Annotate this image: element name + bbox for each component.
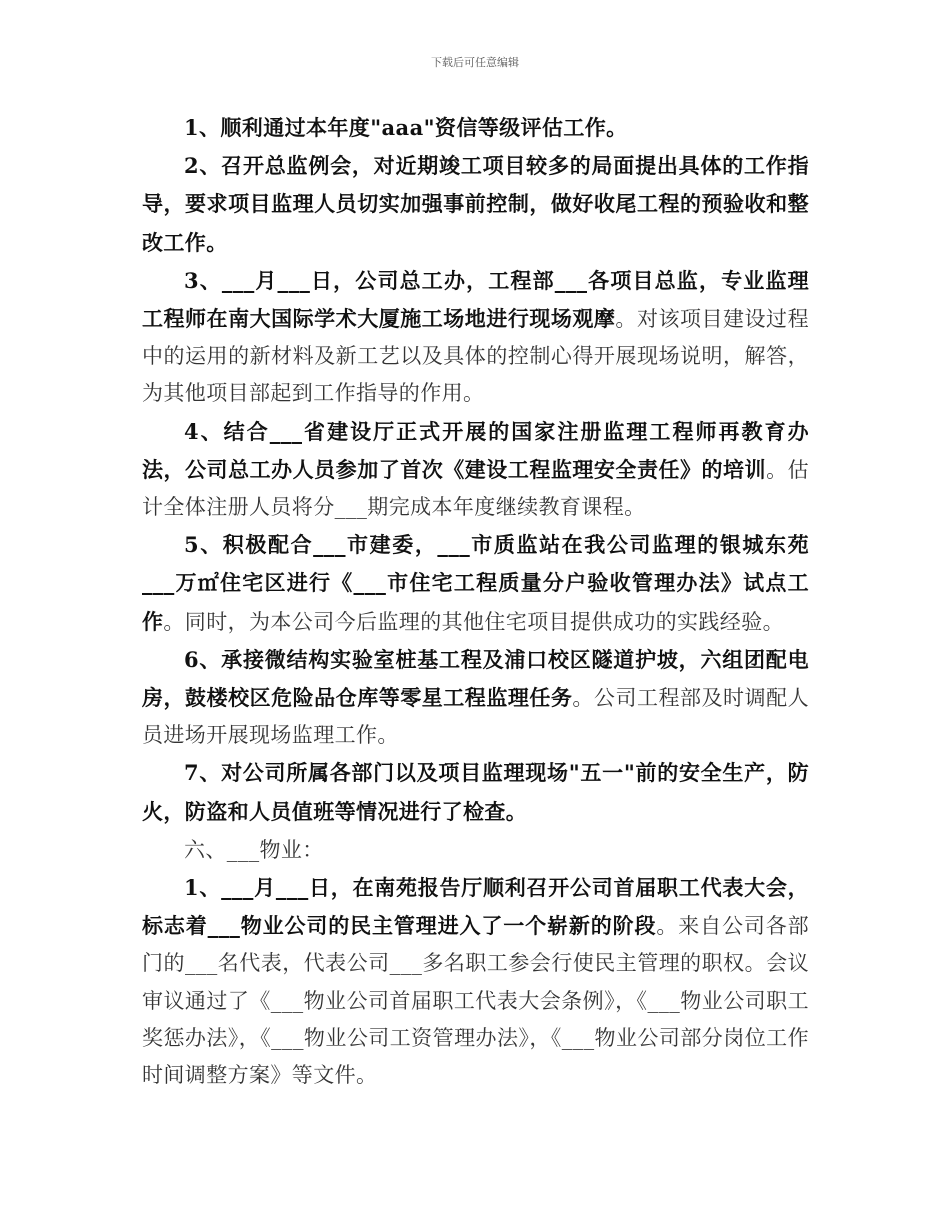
- paragraph-5-bold: 5、积极配合___市建委，___市质监站在我公司监理的银城东苑___万㎡住宅区进行《___市住宅工程质量分户验收管理办法》试点工作: [142, 532, 809, 634]
- section-heading-normal: 六、___物业：: [184, 837, 324, 862]
- paragraph-8-normal: 。来自公司各部门的___名代表，代表公司___多名职工参会行使民主管理的职权。会议审议通过了《___物业公司首届职工代表大会条例》，《___物业公司职工奖惩办法》，《___物业公司工资管理办法》，《___物业公司部分岗位工作时间调整方案》等文件。: [142, 914, 809, 1088]
- paragraph-6-normal: 。公司工程部及时调配人员进场开展现场监理工作。: [142, 686, 810, 748]
- document-body: [142, 109, 809, 1094]
- paragraph-6-bold: 6、承接微结构实验室桩基工程及浦口校区隧道护坡，六组团配电房，鼓楼校区危险品仓库等零星工程监理任务: [142, 646, 809, 711]
- paragraph-4-normal: 。估计全体注册人员将分___期完成本年度继续教育课程。: [142, 457, 809, 520]
- paragraph-4-bold: 4、结合___省建设厅正式开展的国家注册监理工程师再教育办法，公司总工办人员参加了首次《建设工程监理安全责任》的培训: [142, 418, 809, 482]
- paragraph-5: [142, 526, 809, 641]
- paragraph-4: [142, 413, 809, 527]
- page-header: 下载后可任意编辑: [431, 56, 519, 69]
- paragraph-3-normal: 。对该项目建设过程中的运用的新材料及新工艺以及具体的控制心得开展现场说明，解答，为其他项目部起到工作指导的作用。: [142, 307, 809, 406]
- paragraph-3-bold: 3、___月___日，公司总工办，工程部___各项目总监，专业监理工程师在南大国际学术大厦施工场地进行现场观摩: [142, 267, 809, 332]
- paragraph-7-bold: 7、对公司所属各部门以及项目监理现场"五一"前的安全生产，防火，防盗和人员值班等情况进行了检查。: [142, 760, 809, 824]
- paragraph-1: [142, 109, 809, 147]
- section-heading-property: [142, 831, 809, 869]
- paragraph-2-bold: 2、召开总监例会，对近期竣工项目较多的局面提出具体的工作指导，要求项目监理人员切实加强事前控制，做好收尾工程的预验收和整改工作。: [142, 153, 809, 255]
- paragraph-8-bold: 1、___月___日，在南苑报告厅顺利召开公司首届职工代表大会，标志着___物业公司的民主管理进入了一个崭新的阶段: [142, 875, 809, 939]
- paragraph-5-normal: 。同时，为本公司今后监理的其他住宅项目提供成功的实践经验。: [163, 609, 785, 634]
- paragraph-7: [142, 754, 809, 830]
- paragraph-6: [142, 641, 809, 755]
- paragraph-8: [142, 869, 809, 1094]
- paragraph-2: [142, 147, 809, 262]
- paragraph-1-bold: 1、顺利通过本年度"aaa"资信等级评估工作。: [184, 115, 628, 140]
- paragraph-3: [142, 262, 809, 413]
